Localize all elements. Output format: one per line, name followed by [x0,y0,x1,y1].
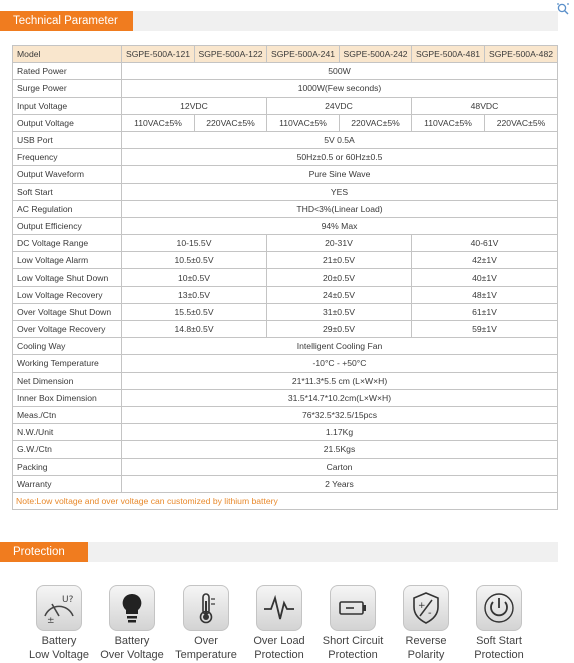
table-row [13,424,558,441]
table-row [13,475,558,492]
table-cell: 10-15.5V [122,235,267,252]
shield-polarity-icon [403,585,449,631]
table-row [13,131,558,148]
table-header-cell: Model [13,46,122,63]
row-label: Low Voltage Shut Down [13,269,122,286]
row-label: Over Voltage Shut Down [13,303,122,320]
waveform-icon [256,585,302,631]
table-row [13,235,558,252]
gauge-icon [36,585,82,631]
thermometer-icon [183,585,229,631]
technical-section-title: Technical Parameter [0,11,133,31]
protection-label-line1: Over [194,635,218,647]
table-header-row [13,46,558,63]
table-row [13,97,558,114]
table-cell: 61±1V [412,303,558,320]
table-cell: YES [122,183,558,200]
bulb-icon [109,585,155,631]
protection-label-line2: Protection [328,649,378,661]
table-cell: 21±0.5V [267,252,412,269]
table-cell: 24±0.5V [267,286,412,303]
row-label: Over Voltage Recovery [13,321,122,338]
protection-label-line2: Polarity [407,649,445,661]
table-header-cell: SGPE-500A-241 [267,46,340,63]
table-row [13,166,558,183]
technical-section-bar [0,11,558,31]
table-row [13,217,558,234]
protection-label-line2: Protection [474,649,524,661]
table-cell: 76*32.5*32.5/15pcs [122,406,558,423]
table-row [13,458,558,475]
table-cell: 48VDC [412,97,558,114]
row-label: Rated Power [13,63,122,80]
protection-label-line1: Battery [114,635,150,647]
table-cell: 29±0.5V [267,321,412,338]
zoom-icon[interactable] [556,2,570,16]
table-cell: 110VAC±5% [267,114,340,131]
row-label: USB Port [13,131,122,148]
table-cell: -10°C - +50°C [122,355,558,372]
table-row [13,406,558,423]
table-row [13,372,558,389]
protection-battery-low-voltage [19,585,99,662]
table-cell: 110VAC±5% [412,114,485,131]
table-cell: 500W [122,63,558,80]
table-row [13,200,558,217]
table-row [13,441,558,458]
row-label: Meas./Ctn [13,406,122,423]
protection-label-line1: Short Circuit [322,635,384,647]
table-cell: 14.8±0.5V [122,321,267,338]
table-cell: 1000W(Few seconds) [122,80,558,97]
row-label: Inner Box Dimension [13,389,122,406]
table-row [13,338,558,355]
row-label: AC Regulation [13,200,122,217]
row-label: Low Voltage Recovery [13,286,122,303]
table-cell: Intelligent Cooling Fan [122,338,558,355]
protection-over-load [239,585,319,662]
svg-text:±: ± [47,616,55,626]
table-cell: 1.17Kg [122,424,558,441]
table-row [13,355,558,372]
table-cell: 220VAC±5% [485,114,558,131]
table-row [13,183,558,200]
protection-short-circuit [313,585,393,662]
table-header-cell: SGPE-500A-121 [122,46,195,63]
table-cell: 42±1V [412,252,558,269]
protection-label-line2: Temperature [175,649,237,661]
table-note-row [13,492,558,509]
protection-label-line1: Soft Start [476,635,522,647]
table-cell: 15.5±0.5V [122,303,267,320]
protection-label-line1: Reverse [405,635,447,647]
table-cell: Pure Sine Wave [122,166,558,183]
table-cell: 59±1V [412,321,558,338]
row-label: Output Efficiency [13,217,122,234]
table-cell: 20-31V [267,235,412,252]
row-label: Working Temperature [13,355,122,372]
table-cell: 20±0.5V [267,269,412,286]
table-cell: 50Hz±0.5 or 60Hz±0.5 [122,149,558,166]
table-cell: 94% Max [122,217,558,234]
table-cell: 40±1V [412,269,558,286]
protection-label-line2: Over Voltage [100,649,164,661]
table-row [13,321,558,338]
table-header-cell: SGPE-500A-242 [340,46,412,63]
row-label: Output Voltage [13,114,122,131]
row-label: Net Dimension [13,372,122,389]
row-label: N.W./Unit [13,424,122,441]
table-cell: 220VAC±5% [195,114,267,131]
protection-label-line1: Battery [41,635,77,647]
table-cell: 110VAC±5% [122,114,195,131]
table-cell: 220VAC±5% [340,114,412,131]
table-header-cell: SGPE-500A-481 [412,46,485,63]
table-row [13,303,558,320]
svg-text:-: - [428,608,432,619]
protection-soft-start [459,585,539,662]
svg-text:U?: U? [62,595,74,605]
protection-label-line2: Low Voltage [29,649,89,661]
table-row [13,149,558,166]
protection-label-line2: Protection [254,649,304,661]
row-label: Warranty [13,475,122,492]
table-cell: 13±0.5V [122,286,267,303]
row-label: Packing [13,458,122,475]
table-cell: 12VDC [122,97,267,114]
table-row [13,80,558,97]
protection-battery-over-voltage [92,585,172,662]
svg-text:+: + [418,601,426,611]
table-row [13,114,558,131]
row-label: DC Voltage Range [13,235,122,252]
table-cell: 5V 0.5A [122,131,558,148]
table-row [13,286,558,303]
table-row [13,63,558,80]
row-label: G.W./Ctn [13,441,122,458]
row-label: Cooling Way [13,338,122,355]
table-cell: 10±0.5V [122,269,267,286]
protection-icons [0,585,574,663]
table-note: Note:Low voltage and over voltage can customized by lithium battery [13,492,558,509]
table-cell: 2 Years [122,475,558,492]
row-label: Low Voltage Alarm [13,252,122,269]
row-label: Output Waveform [13,166,122,183]
row-label: Input Voltage [13,97,122,114]
table-cell: 21.5Kgs [122,441,558,458]
protection-section-bar [0,542,558,562]
table-cell: Carton [122,458,558,475]
table-cell: 24VDC [267,97,412,114]
protection-section-title: Protection [0,542,88,562]
table-cell: 10.5±0.5V [122,252,267,269]
table-cell: 48±1V [412,286,558,303]
protection-label-line1: Over Load [253,635,305,647]
battery-icon [330,585,376,631]
spec-table [12,45,558,510]
table-header-cell: SGPE-500A-122 [195,46,267,63]
table-row [13,269,558,286]
table-cell: 31.5*14.7*10.2cm(L×W×H) [122,389,558,406]
table-cell: 40-61V [412,235,558,252]
power-icon [476,585,522,631]
table-header-cell: SGPE-500A-482 [485,46,558,63]
table-cell: THD<3%(Linear Load) [122,200,558,217]
table-cell: 31±0.5V [267,303,412,320]
row-label: Soft Start [13,183,122,200]
table-cell: 21*11.3*5.5 cm (L×W×H) [122,372,558,389]
table-row [13,252,558,269]
row-label: Frequency [13,149,122,166]
table-row [13,389,558,406]
protection-reverse-polarity [386,585,466,662]
protection-over-temperature [166,585,246,662]
row-label: Surge Power [13,80,122,97]
